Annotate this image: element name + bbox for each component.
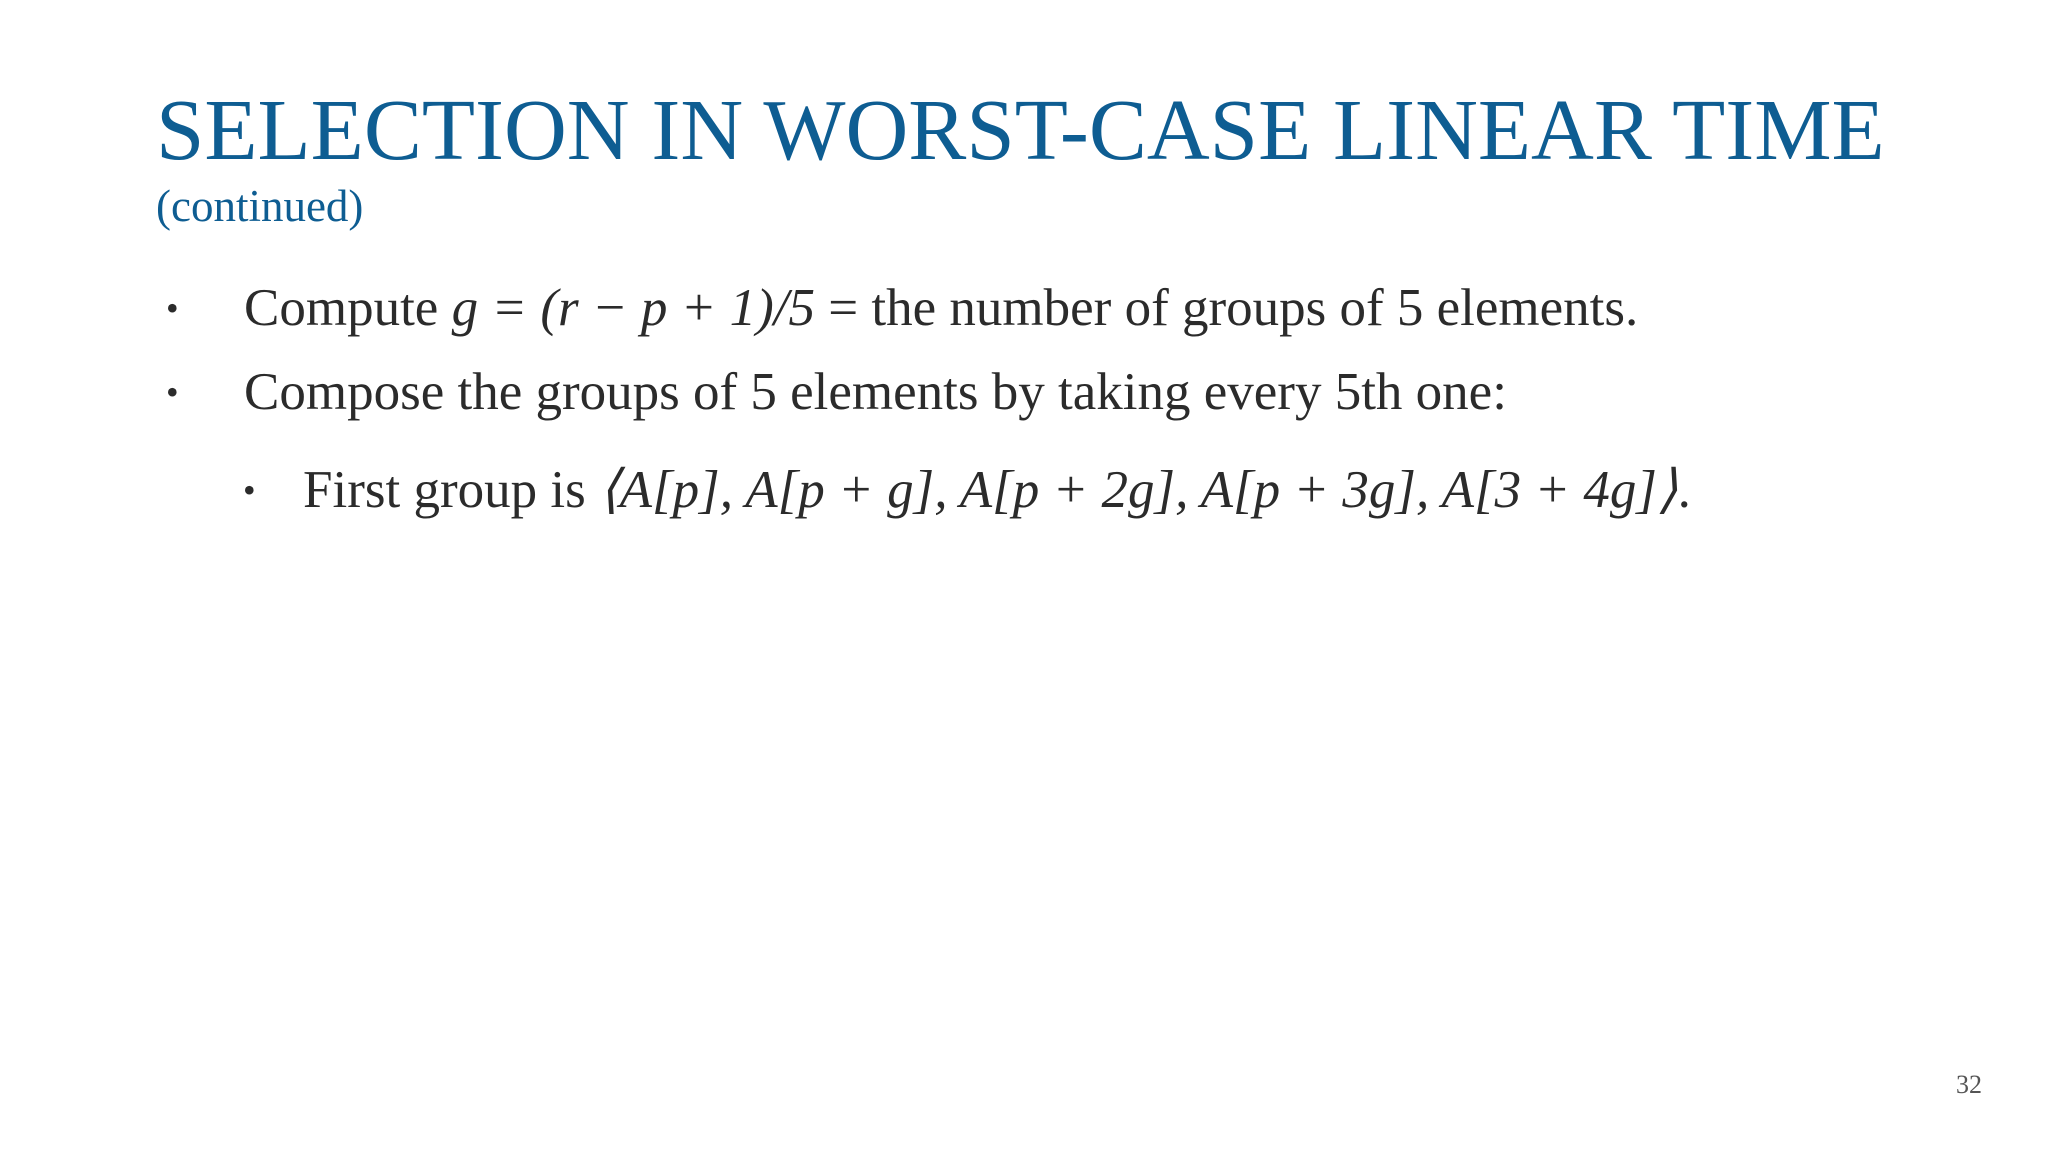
slide-subtitle: (continued): [156, 181, 364, 231]
bullet-text: = the number of groups of 5 elements.: [815, 279, 1639, 337]
slide-title: SELECTION IN WORST-CASE LINEAR TIME: [156, 81, 1885, 178]
bullet-item-compute-g: [244, 279, 1639, 337]
bullet-marker: •: [166, 288, 179, 328]
math-expression: g = (r − p + 1)/5: [451, 279, 816, 337]
sub-bullet-item-first-group: [303, 461, 1691, 519]
sub-bullet-marker: •: [243, 470, 256, 510]
bullet-text: First group is: [303, 461, 599, 519]
bullet-text: .: [1677, 461, 1691, 519]
bullet-marker: •: [166, 372, 179, 412]
math-expression: ⟨A[p], A[p + g], A[p + 2g], A[p + 3g], A[3 + 4g]⟩: [598, 461, 1678, 519]
bullet-text: Compute: [244, 279, 452, 337]
bullet-item-compose-groups: Compose the groups of 5 elements by taking every 5th one:: [244, 363, 1507, 421]
page-number: 32: [1956, 1070, 1982, 1099]
